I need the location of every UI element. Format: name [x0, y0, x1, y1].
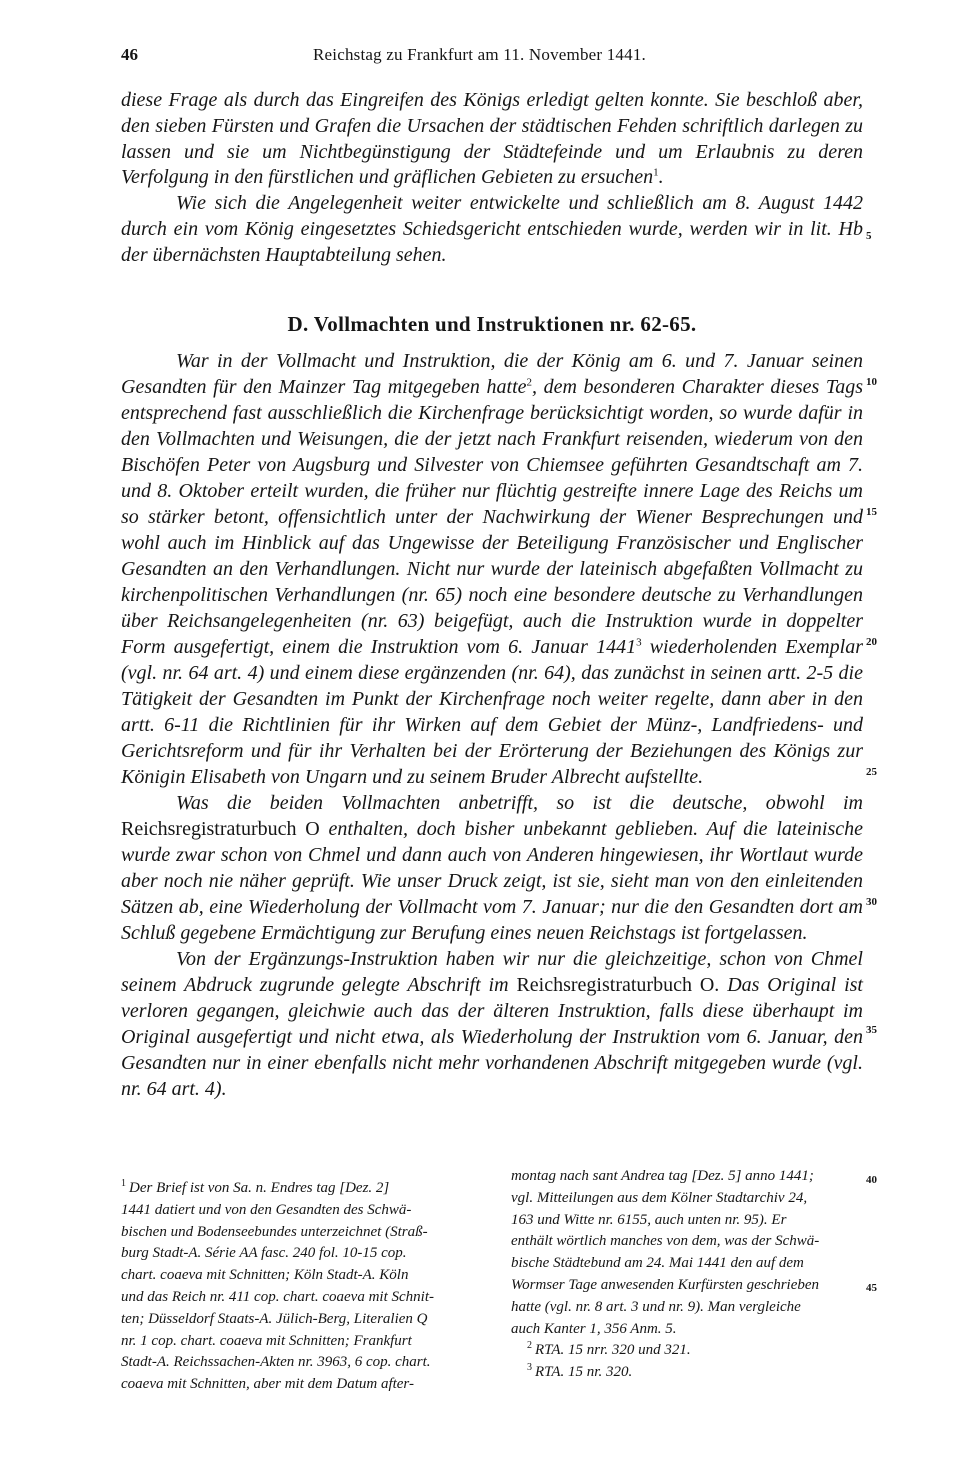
footnote-1-cont-line: montag nach sant Andrea tag [Dez. 5] anno 1441; — [511, 1168, 814, 1184]
body-p1-text-b: , dem besonderen Charakter dieses Tags entsprechend fast ausschließlich die Kirchenfrage berücksichtigt worden, so wurde dafür in den Vollmachten und Weisungen, die der jetzt nach Frankfurt reisenden, wiederum von den Bischöfen Peter von Augsburg und Silvester von Chiemsee geführten Gesandtschaft am 7. und 8. Oktober erteilt wurden, die früher nur flüchtig gestreifte innere Lage des Reichs um so stärker betont, offensichtlich unter der Nachwirkung der Wiener Besprechungen und wohl auch im Hinblick auf das Ungewisse der Beteiligung Französischer und Englischer Gesandten an den Verhandlungen. Nicht nur wurde der lateinisch abgefaßten Vollmacht zu kirchenpolitischen Verhandlungen (nr. 65) noch eine besondere deutsche zu Verhandlungen über Reichsangelegenheiten (nr. 63) beigefügt, auch die Instruktion wurde in doppelter Form ausgefertigt, einem die Instruktion vom 6. Januar 1441 — [121, 376, 863, 658]
footnote-1-line — [121, 1178, 489, 1200]
line-number-20: 20 — [866, 636, 877, 648]
body-paragraph-1 — [121, 348, 863, 790]
footnote-1-line: bischen und Bodenseebundes unterzeichnet (Straß- — [121, 1223, 428, 1240]
footnote-2-mark: 2 — [527, 1340, 532, 1352]
footnote-1-line: und das Reich nr. 411 cop. chart. coaeva mit Schnit- — [121, 1288, 434, 1305]
preamble-paragraph-2: Wie sich die Angelegenheit weiter entwickelte und schließlich am 8. August 1442 durch ein vom König eingesetztes Schiedsgericht entschieden wurde, werden wir in lit. Hb der übernächsten Hauptabteilung sehen. — [121, 192, 863, 266]
footnote-1-cont-line: 163 und Witte nr. 6155, auch unten nr. 95). Er — [511, 1211, 787, 1228]
footnote-1-cont-line: Wormser Tage anwesenden Kurfürsten geschrieben — [511, 1276, 820, 1293]
footnote-1-cont-line: auch Kanter 1, 356 Anm. 5. — [511, 1320, 677, 1337]
footnote-1-line: ten; Düsseldorf Staats-A. Jülich-Berg, Literalien Q — [121, 1310, 428, 1327]
body-p2-roman: Reichsregistraturbuch O — [121, 818, 320, 840]
footnote-1-cont-line: bische Städtebund am 24. Mai 1441 den auf dem — [511, 1255, 804, 1272]
page-number: 46 — [121, 45, 138, 64]
line-number-35: 35 — [866, 1024, 877, 1036]
footnote-1-line: coaeva mit Schnitten, aber mit dem Datum after- — [121, 1376, 414, 1393]
body-p2-text-b: enthalten, doch bisher unbekannt geblieben. Auf die lateinische wurde zwar schon von Chmel und dann auch von Anderen hingewiesen, ihr Wortlaut wurde aber noch nie näher geprüft. Wie unser Druck zeigt, ist sie, sieht man von den einleitenden Sätzen ab, eine Wiederholung der Vollmacht vom 7. Januar; nur die den Gesandten dort am Schluß gegebene Ermächtigung zur Berufung eines neuen Reichstags ist fortgelassen. — [121, 818, 863, 944]
footnote-column-left — [121, 1178, 489, 1396]
body-paragraph-2 — [121, 790, 863, 946]
footnote-1-line: chart. coaeva mit Schnitten; Köln Stadt-A. Köln — [121, 1267, 409, 1284]
footnote-3 — [511, 1362, 863, 1384]
footnote-1-mark: 1 — [121, 1178, 126, 1189]
footnote-3-text: RTA. 15 nr. 320. — [535, 1364, 633, 1381]
footnote-1-line: burg Stadt-A. Série AA fasc. 240 fol. 10-15 cop. — [121, 1245, 407, 1262]
footnote-1-cont-line: hatte (vgl. nr. 8 art. 3 und nr. 9). Man vergleiche — [511, 1298, 801, 1315]
footnote-ref-2: 2 — [526, 376, 533, 389]
body-paragraph-3 — [121, 946, 863, 1102]
line-number-45: 45 — [866, 1282, 877, 1294]
body-p3-roman: Reichsregistraturbuch O. — [516, 974, 720, 996]
footnote-1-cont-line: vgl. Mitteilungen aus dem Kölner Stadtarchiv 24, — [511, 1189, 808, 1206]
preamble-text-1: diese Frage als durch das Eingreifen des Königs erledigt gelten konnte. Sie beschloß aber, den sieben Fürsten und Grafen die Ursachen der städtischen Fehden schriftlich darlegen zu lassen und sie um Nichtbegünstigung der Städtefeinde und um Erlaubnis zu deren Verfolgung in den fürstlichen und gräflichen Gebieten zu ersuchen — [121, 89, 863, 189]
body-p3-text-a: Von der Ergänzungs-Instruktion haben wir nur die gleichzeitige, schon von Chmel seinem Abdruck zugrunde gelegte Abschrift im — [121, 948, 863, 996]
footnote-1-line: 1441 datiert und von den Gesandten des Schwä- — [121, 1201, 412, 1218]
body-p2-text-a: Was die beiden Vollmachten anbetrifft, so ist die deutsche, obwohl im — [176, 792, 863, 814]
body-p1-text-a: War in der Vollmacht und Instruktion, die der König am 6. und 7. Januar seinen Gesandten für den Mainzer Tag mitgegeben hatte — [121, 350, 863, 398]
body-p1-text-c: wiederholenden Exemplar (vgl. nr. 64 art. 4) und einem diese ergänzenden (nr. 64), das zunächst in seinen artt. 2-5 die Tätigkeit der Gesandten im Punkt der Kirchenfrage noch weiter regelte, dann aber in den artt. 6-11 die Richtlinien für ihr Wirken auf dem Gebiet der Münz-, Landfriedens- und Gerichtsreform und für ihr Verhalten bei der Erörterung der Beziehungen des Königs zur Königin Elisabeth von Ungarn und zu seinem Bruder Albrecht aufstellte. — [121, 636, 863, 788]
line-number-5: 5 — [866, 230, 872, 242]
footnote-column-right — [511, 1166, 863, 1384]
line-number-10: 10 — [866, 376, 877, 388]
line-number-30: 30 — [866, 896, 877, 908]
footnote-2-text: RTA. 15 nrr. 320 und 321. — [535, 1342, 691, 1359]
preamble-block — [121, 88, 863, 269]
footnote-3-mark: 3 — [527, 1362, 532, 1374]
line-number-40: 40 — [866, 1174, 877, 1186]
footnote-1-line: Stadt-A. Reichssachen-Akten nr. 3963, 6 cop. chart. — [121, 1354, 431, 1371]
footnote-ref-1: 1 — [653, 166, 659, 179]
footnote-ref-3: 3 — [636, 636, 642, 649]
footnote-1-line: nr. 1 cop. chart. coaeva mit Schnitten; Frankfurt — [121, 1332, 412, 1349]
line-number-25: 25 — [866, 766, 877, 778]
footnote-1-cont-line: enthält wörtlich manches von dem, was der Schwä- — [511, 1233, 820, 1250]
section-heading: D. Vollmachten und Instruktionen nr. 62-65. — [287, 312, 697, 336]
footnote-2 — [511, 1340, 863, 1362]
line-number-15: 15 — [866, 506, 877, 518]
preamble-paragraph-1: diese Frage als durch das Eingreifen des Königs erledigt gelten konnte. Sie beschloß aber, den sieben Fürsten und Grafen die Ursachen der städtischen Fehden schriftlich darlegen zu lassen und sie um Nichtbegünstigung der Städtefeinde und um Erlaubnis zu deren Verfolgung in den fürstlichen und gräflichen Gebieten zu ersuchen$^1$. — [121, 89, 863, 189]
running-head: Reichstag zu Frankfurt am 11. November 1441. — [313, 45, 646, 64]
body-block — [121, 348, 863, 1102]
footnote-1-text: Der Brief ist von Sa. n. Endres tag [Dez. 2] — [129, 1180, 390, 1196]
body-p3-text-b: Das Original ist verloren gegangen, gleichwie auch das der älteren Instruktion, falls diese überhaupt im Original ausgefertigt und nicht etwa, als Wiederholung der Instruktion vom 6. Januar, den Gesandten nur in einer ebenfalls nicht mehr vorhandenen Abschrift mitgegeben wurde (vgl. nr. 64 art. 4). — [121, 974, 863, 1100]
